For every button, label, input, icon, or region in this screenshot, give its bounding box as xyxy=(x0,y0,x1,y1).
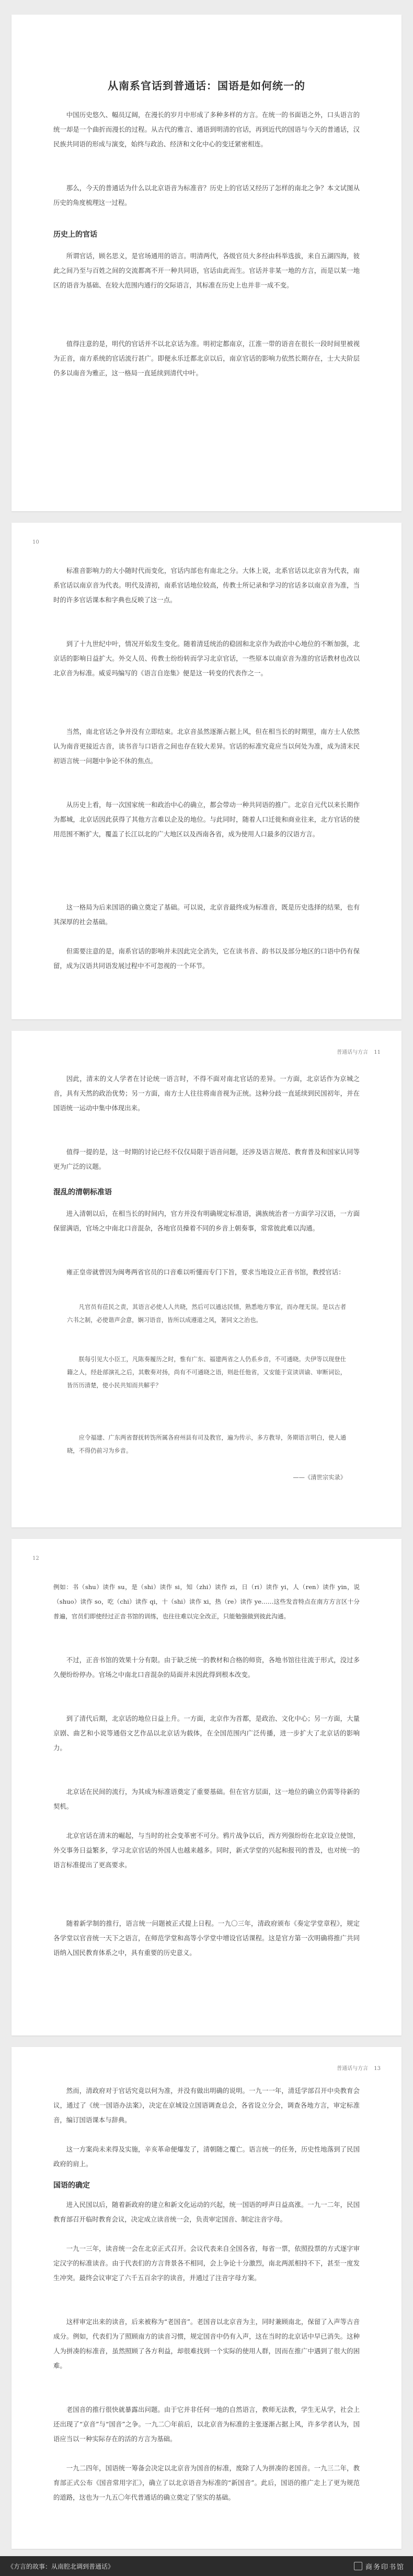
book-title: 《方言的故事：从南腔北调到普通话》 xyxy=(7,2563,114,2570)
paragraph: 从历史上看，每一次国家统一和政治中心的确立，都会带动一种共同语的推广。北京自元代以来长期作为都城，北京话因此获得了其他方言难以企及的地位。与此同时，随着人口迁徙和商业往来，北方官话的使用范围不断扩大，覆盖了长江以北的广大地区以及西南各省，成为使用人口最多的汉语方言。 xyxy=(53,801,360,838)
running-header xyxy=(332,1048,381,1055)
paragraph: 中国历史悠久、幅员辽阔，在漫长的岁月中形成了多种多样的方言。在统一的书面语之外，口头语言的统一却是一个曲折而漫长的过程。从古代的雅言、通语到明清的官话，再到近代的国语与今天的普通话，汉民族共同语的形成与演变，始终与政治、经济和文化中心的变迁紧密相连。 xyxy=(53,111,360,148)
section-heading: 混乱的清朝标准语 xyxy=(53,1188,112,1197)
paragraph: 值得注意的是，明代的官话并不以北京话为准。明初定都南京，江淮一带的语音在很长一段时间里被视为正音，南方系统的官话流行甚广。即便永乐迁都北京以后，南京官话的影响力依然长期存在，士大夫阶层仍多以南音为雅正，这一格局一直延续到清代中叶。 xyxy=(53,340,360,377)
paragraph: 进入清朝以后，在相当长的时间内，官方并没有明确规定标准语，满族统治者一方面学习汉语，一方面保留满语，官场之中南北口音混杂，各地官员操着不同的乡音上朝奏事，常常彼此难以沟通。 xyxy=(53,1210,360,1232)
paragraph: 然而，清政府对于官话究竟以何为准，并没有做出明确的说明。一九一一年，清廷学部召开中央教育会议，通过了《统一国语办法案》，决定在京城设立国语调查总会，各省设立分会，调查各地方言，审定标准音，编订国语课本与辞典。 xyxy=(53,2087,360,2124)
paragraph: 一九一三年，读音统一会在北京正式召开。会议代表来自全国各省，每省一票，依照投票的方式逐字审定汉字的标准读音。由于代表们的方言背景各不相同，会上争论十分激烈，南北两派相持不下，甚至一度发生冲突。最终会议审定了六千五百余字的读音，并通过了注音字母方案。 xyxy=(53,2245,360,2282)
paragraph: 值得一提的是，这一时期的讨论已经不仅仅局限于语音问题，还涉及语言规范、教育普及和国家认同等更为广泛的议题。 xyxy=(53,1148,360,1170)
quotation: 朕每引见大小臣工，凡陈奏履历之时，惟有广东、福建两省之人仍系乡音，不可通晓。夫伊等以现登仕籍之人，经赴部演礼之后，其敷奏对扬，尚有不可通晓之语，则赴任他省，又安能于宣读训谕、审断词讼，皆历历清楚，使小民共知而共解乎？ xyxy=(67,1356,346,1389)
paragraph: 当然，南北官话之争并没有立即结束。北京音虽然逐渐占据上风，但在相当长的时期里，南方士人依然认为南音更接近古音，读书音与口语音之间也存在较大差异。官话的标准究竟应当以何处为准，成为清末民初语言统一问题中争论不休的焦点。 xyxy=(53,728,360,765)
pronunciation-examples: 例如：书（shu）读作 su，是（shi）读作 si，知（zhi）读作 zi，日（ri）读作 yi，人（ren）读作 yin，说（shuo）读作 so，吃（chi）读作 qi，十（shi）读作 xi，热（re）读作 ye……这些发音特点在南方方言区十分普遍，官员们即使经过正音书馆的训练，也往往难以完全改正，只能勉强做到彼此沟通。 xyxy=(53,1583,360,1620)
book-page-3 xyxy=(12,1031,401,1527)
paragraph: 老国音的推行很快就暴露出问题。由于它并非任何一地的自然语言，教师无法教，学生无从学，社会上还出现了“京音”与“国音”之争。一九二〇年前后，以北京音为标准的主张逐渐占据上风，许多学者认为，国语应当以一种实际存在的活的方言为基础。 xyxy=(53,2406,360,2443)
paragraph: 所谓官话，顾名思义，是官场通用的语言。明清两代，各级官员大多经由科举选拔，来自五湖四海，彼此之间乃至与百姓之间的交流都离不开一种共同语，官话由此而生。官话并非某一地的方言，而是以某一地区的语音为基础、在较大范围内通行的交际语言，其标准在历史上也并非一成不变。 xyxy=(53,252,360,289)
paragraph: 那么，今天的普通话为什么以北京语音为标准音？历史上的官话又经历了怎样的南北之争？本文试图从历史的角度梳理这一过程。 xyxy=(53,184,360,206)
book-page-4 xyxy=(12,1539,401,2036)
publisher-name: 商务印书馆 xyxy=(365,2563,405,2571)
paragraph: 一九二四年，国语统一筹备会决定以北京音为国音的标准，废除了人为拼凑的老国音。一九三二年，教育部正式公布《国音常用字汇》，确立了以北京语音为标准的“新国音”。此后，国语的推广走上了更为规范的道路，这也为一九五〇年代普通话的确立奠定了坚实的基础。 xyxy=(53,2464,360,2501)
book-page-1 xyxy=(12,15,401,511)
paragraph: 不过，正音书馆的效果十分有限。由于缺乏统一的教材和合格的师资，各地书馆往往流于形式，没过多久便纷纷停办。官场之中南北口音混杂的局面并未因此得到根本改变。 xyxy=(53,1656,360,1678)
publisher-logo-icon xyxy=(354,2562,362,2570)
page-number: 10 xyxy=(32,539,39,545)
running-header-title: 普通话与方言 xyxy=(337,1050,369,1055)
paragraph: 标准音影响力的大小随时代而变化，官话内部也有南北之分。大体上说，北系官话以北京音为代表，南系官话以南京音为代表。明代及清初，南系官话地位较高，传教士所记录和学习的官话多以南京音为准，当时的许多官话课本和字典也反映了这一点。 xyxy=(53,567,360,604)
running-header xyxy=(332,2064,381,2072)
article-title: 从南系官话到普通话：国语是如何统一的 xyxy=(108,79,305,92)
paragraph: 进入民国以后，随着新政府的建立和新文化运动的兴起，统一国语的呼声日益高涨。一九一二年，民国教育部召开临时教育会议，决定成立读音统一会，负责审定国音、制定注音字母。 xyxy=(53,2201,360,2223)
paragraph: 但需要注意的是，南系官话的影响并未因此完全消失，它在读书音、韵书以及部分地区的口语中仍有保留，成为汉语共同语发展过程中不可忽视的一个环节。 xyxy=(53,947,360,970)
paragraph: 这一格局为后来国语的确立奠定了基础。可以说，北京音最终成为标准音，既是历史选择的结果，也有其深厚的社会基础。 xyxy=(53,903,360,926)
publisher-brand xyxy=(354,2561,405,2571)
paragraph: 北京官话在清末的崛起，与当时的社会变革密不可分。鸦片战争以后，西方列强纷纷在北京设立使馆，外交事务日益繁多，学习北京官话的外国人也越来越多。同时，新式学堂的兴起和报刊的普及，也对统一的语言标准提出了更高要求。 xyxy=(53,1832,360,1869)
paragraph: 到了十九世纪中叶，情况开始发生变化。随着清廷统治的稳固和北京作为政治中心地位的不断加强，北京话的影响日益扩大。外交人员、传教士纷纷转而学习北京官话，一些原本以南京音为准的官话教材也改以北京音为标准。威妥玛编写的《语言自迩集》便是这一转变的代表作之一。 xyxy=(53,640,360,677)
paragraph: 北京话在民间的流行，为其成为标准语奠定了重要基础。但在官方层面，这一地位的确立仍需等待新的契机。 xyxy=(53,1788,360,1810)
book-page-2 xyxy=(12,523,401,1019)
paragraph: 这一方案尚未来得及实施，辛亥革命便爆发了，清朝随之覆亡。语言统一的任务，历史性地落到了民国政府的肩上。 xyxy=(53,2145,360,2168)
page-number: 12 xyxy=(32,1556,39,1561)
footer-bar xyxy=(0,2556,413,2576)
paragraph: 这样审定出来的读音，后来被称为“老国音”。老国音以北京音为主，同时兼顾南北，保留了入声等古音成分。例如，代表们为了照顾南方的读音习惯，规定国音中仍有入声，这在当时的北京话中早已消失。这种人为拼凑的标准音，虽然照顾了各方利益，却很难找到一个实际的使用人群，因而在推广中遇到了很大的困难。 xyxy=(53,2318,360,2370)
paragraph: 随着新学制的推行，语言统一问题被正式提上日程。一九〇三年，清政府颁布《奏定学堂章程》，规定各学堂以官音统一天下之语言，在师范学堂和高等小学堂中增设官话课程。这是官方第一次明确将推广共同语纳入国民教育体系之中，具有重要的历史意义。 xyxy=(53,1919,360,1957)
quotation: 应令福建、广东两省督抚转饬所属各府州县有司及教官，遍为传示，多方教导，务期语言明白，使人通晓，不得仍前习为乡音。 xyxy=(67,1434,346,1454)
paragraph: 因此，清末的文人学者在讨论统一语言时，不得不面对南北官话的差异。一方面，北京话作为京城之音，具有天然的政治优势；另一方面，南方士人往往将南音视为正统。这种分歧一直延续到民国初年，并在国语统一运动中集中体现出来。 xyxy=(53,1075,360,1112)
quotation-source: ——《清世宗实录》 xyxy=(293,1474,346,1481)
page-number: 11 xyxy=(374,1050,381,1055)
page-number: 13 xyxy=(374,2066,381,2072)
section-heading: 国语的确定 xyxy=(53,2181,90,2190)
quotation: 凡官员有莅民之责，其语言必使人人共晓，然后可以通达民情，熟悉地方事宜，而办理无误。是以古者六书之制，必使谐声会意，娴习语音，皆所以成遵道之风，著同文之治也。 xyxy=(67,1304,346,1324)
paragraph: 到了清代后期，北京话的地位日益上升。一方面，北京作为首都，是政治、文化中心；另一方面，大量京剧、曲艺和小说等通俗文艺作品以北京话为载体，在全国范围内广泛传播，进一步扩大了北京话的影响力。 xyxy=(53,1715,360,1752)
paragraph: 雍正皇帝就曾因为闽粤两省官员的口音难以听懂而专门下旨，要求当地设立正音书馆，教授官话： xyxy=(66,1268,345,1276)
book-page-5 xyxy=(12,2047,401,2549)
running-header-title: 普通话与方言 xyxy=(337,2066,369,2072)
section-heading: 历史上的官话 xyxy=(53,231,97,239)
